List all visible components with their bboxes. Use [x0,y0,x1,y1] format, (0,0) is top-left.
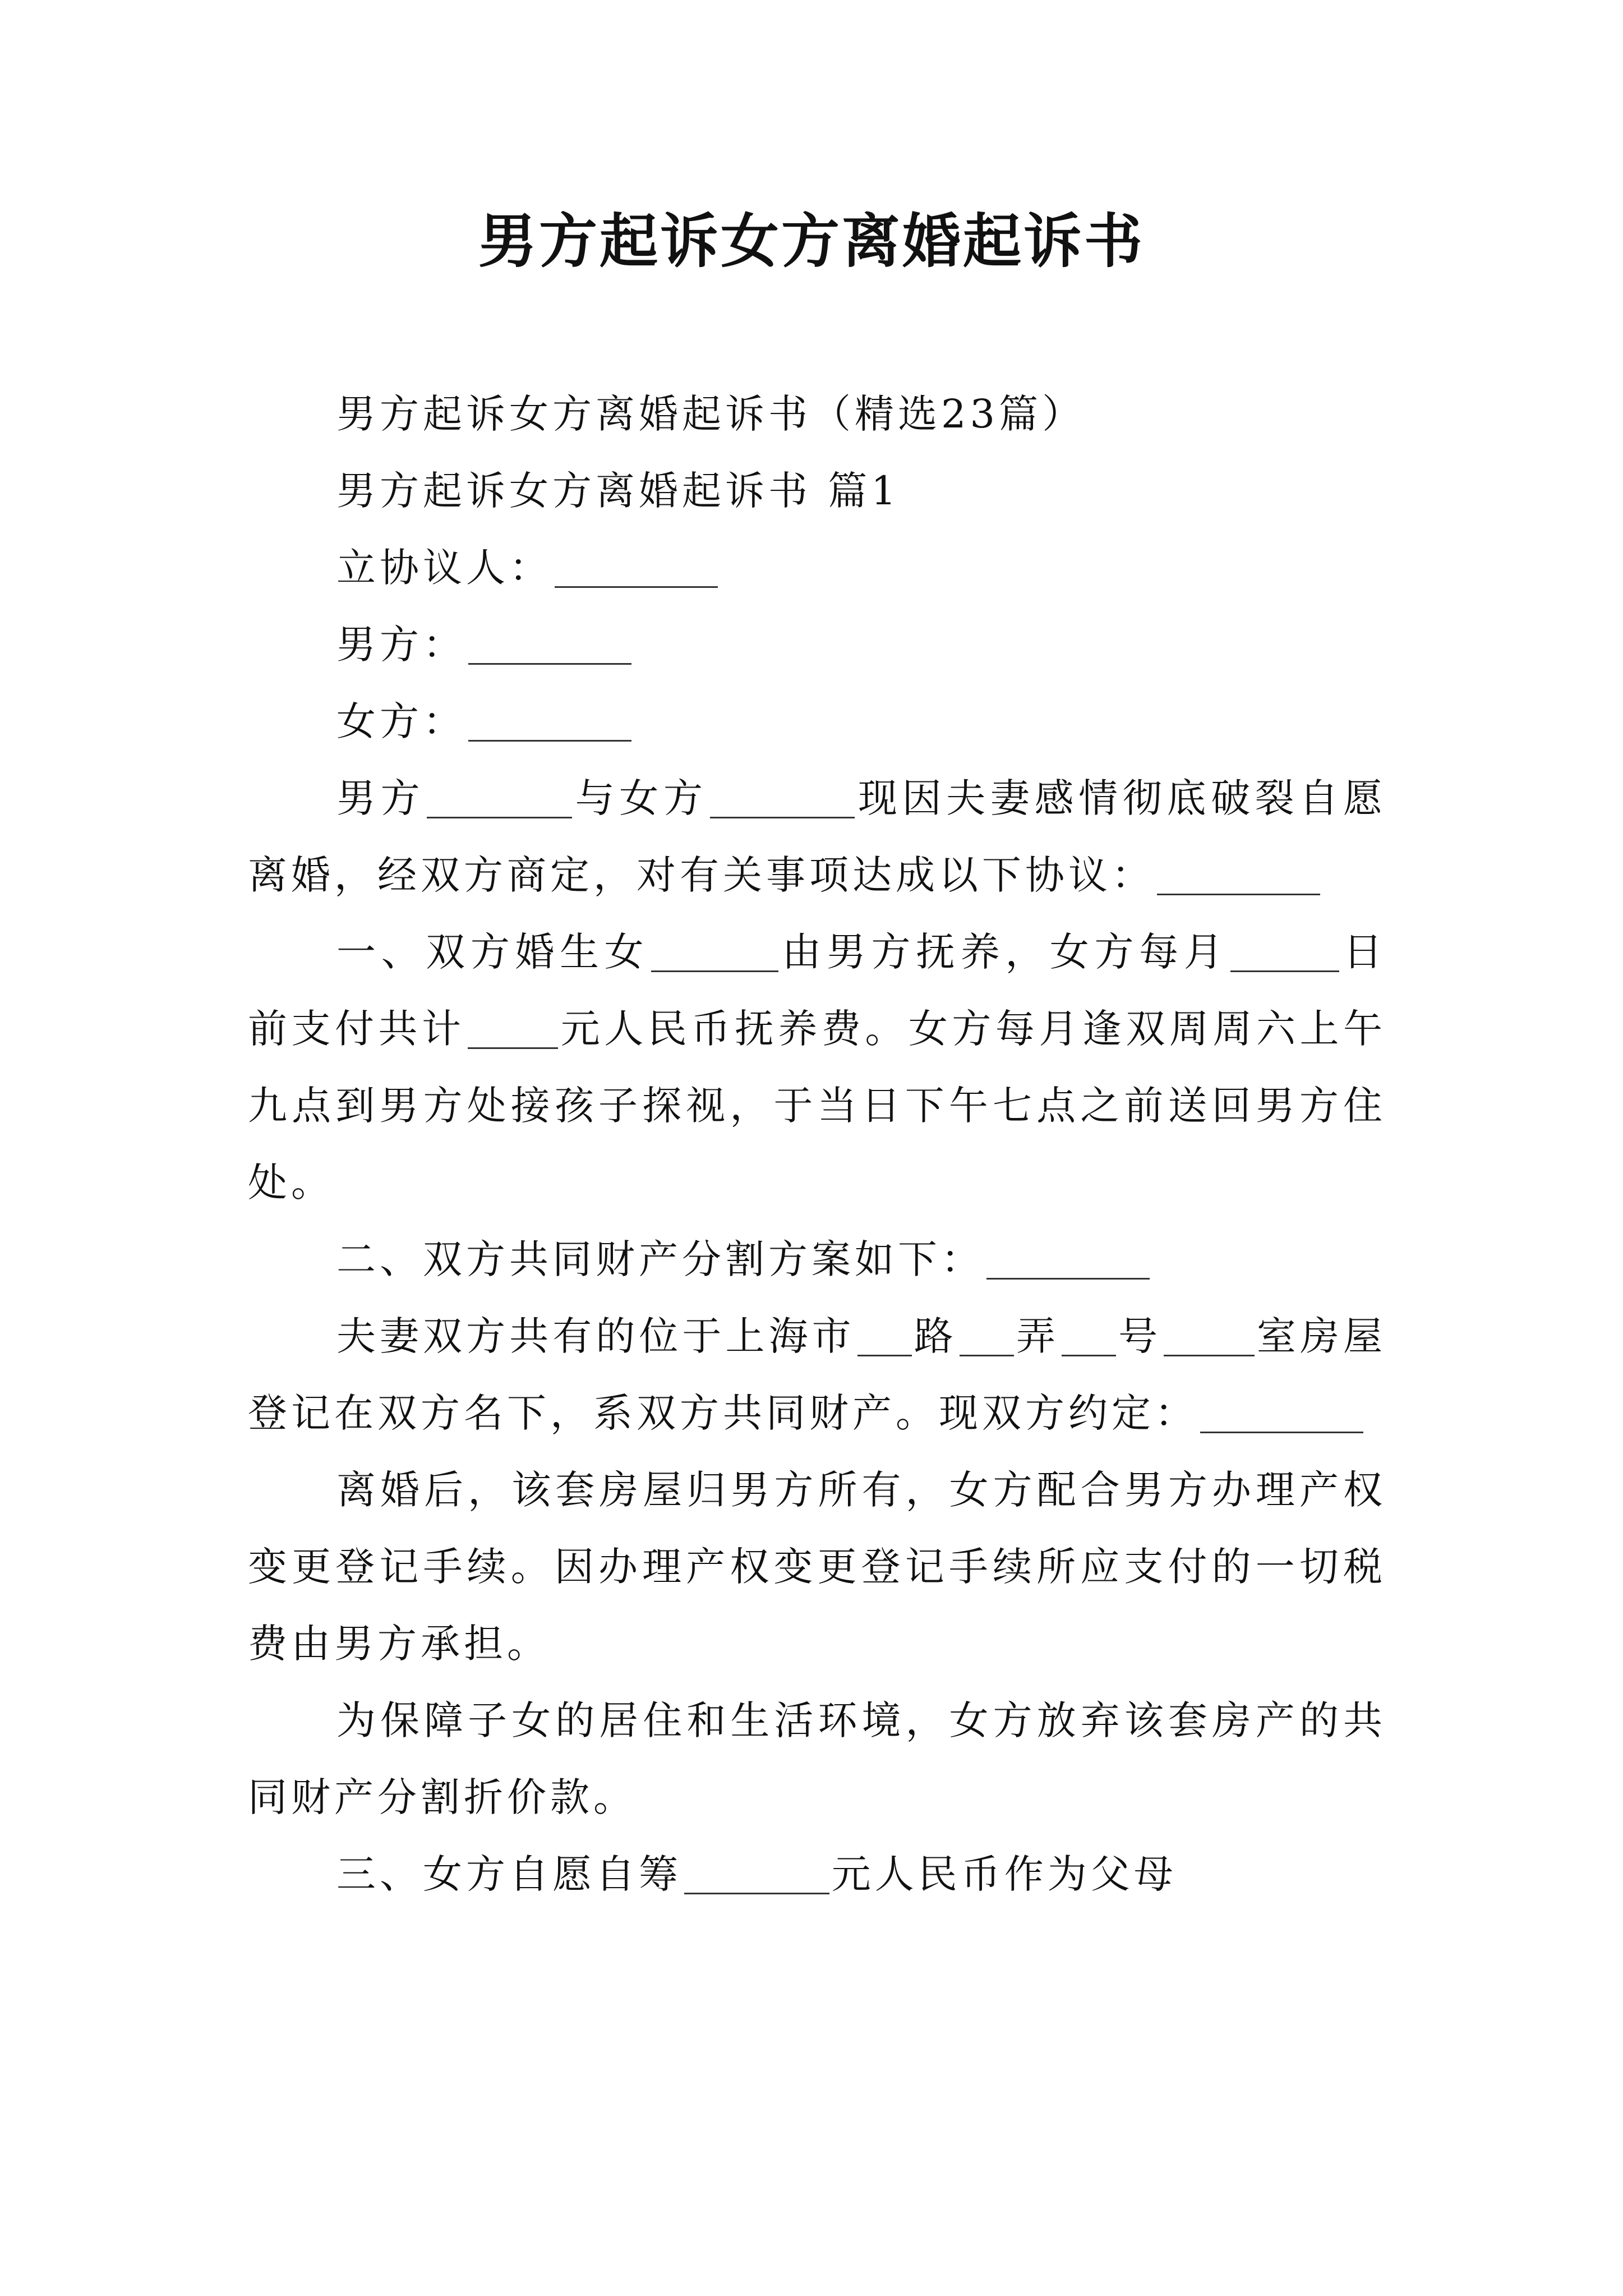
paragraph-text: 日前支付共计 [248,929,1387,1052]
paragraph-text: 由男方抚养，女方每月 [780,929,1229,975]
paragraph-text: 室房屋登记在双方名下，系双方共同财产。现双方约定： [248,1313,1387,1436]
fill-in-blank [710,777,855,818]
paragraph [248,453,1386,530]
fill-in-blank [1164,1315,1255,1356]
paragraph-text: 弄 [1016,1313,1060,1359]
fill-in-blank [857,1315,912,1356]
fill-in-blank [427,777,572,818]
document-body [248,376,1386,1913]
paragraph [248,530,1386,606]
paragraph-text: 离婚后，该套房屋归男方所有，女方配合男方办理产权变更登记手续。因办理产权变更登记手续所应支付的一切税费由男方承担。 [248,1467,1386,1667]
paragraph [248,1298,1386,1452]
paragraph-text: 男方： [336,622,466,668]
paragraph-text: 男方 [336,775,425,821]
fill-in-blank [1230,931,1339,972]
fill-in-blank [986,1239,1150,1280]
fill-in-blank [1062,1315,1116,1356]
paragraph-text: 男方起诉女方离婚起诉书 篇1 [336,468,900,514]
paragraph-text: 夫妻双方共有的位于上海市 [336,1313,855,1359]
paragraph [248,760,1386,914]
paragraph-text: 女方： [336,698,466,744]
paragraph-text: 路 [914,1313,957,1359]
paragraph-text: 元人民币抚养费。女方每月逢双周周六上午九点到男方处接孩子探视，于当日下午七点之前送回男方住处。 [248,1006,1387,1205]
paragraph-text: 与女方 [574,775,708,821]
paragraph-text: 一、双方婚生女 [336,929,649,975]
fill-in-blank [651,931,778,972]
paragraph-text: 现因夫妻感情彻底破裂自愿离婚，经双方商定，对有关事项达成以下协议： [248,775,1387,898]
fill-in-blank [468,1008,559,1049]
paragraph-text: 二、双方共同财产分割方案如下： [336,1236,984,1282]
fill-in-blank [468,701,631,742]
fill-in-blank [1157,854,1320,895]
paragraph-text: 元人民币作为父母 [831,1851,1177,1897]
paragraph [248,606,1386,683]
fill-in-blank [960,1315,1014,1356]
fill-in-blank [555,547,718,588]
paragraph-text: 为保障子女的居住和生活环境，女方放弃该套房产的共同财产分割折价款。 [248,1697,1386,1820]
paragraph [248,1682,1386,1836]
paragraph [248,376,1386,453]
paragraph [248,1452,1386,1682]
fill-in-blank [468,624,631,665]
paragraph-text: 号 [1118,1313,1162,1359]
paragraph-text: 男方起诉女方离婚起诉书（精选23篇） [336,391,1086,437]
paragraph [248,683,1386,760]
fill-in-blank [684,1853,829,1894]
document-title: 男方起诉女方离婚起诉书 [478,206,1145,275]
paragraph-text: 三、女方自愿自筹 [336,1851,682,1897]
paragraph [248,1221,1386,1298]
paragraph [248,1836,1386,1913]
fill-in-blank [1200,1392,1363,1433]
paragraph-text: 立协议人： [336,545,552,591]
paragraph [248,914,1386,1221]
